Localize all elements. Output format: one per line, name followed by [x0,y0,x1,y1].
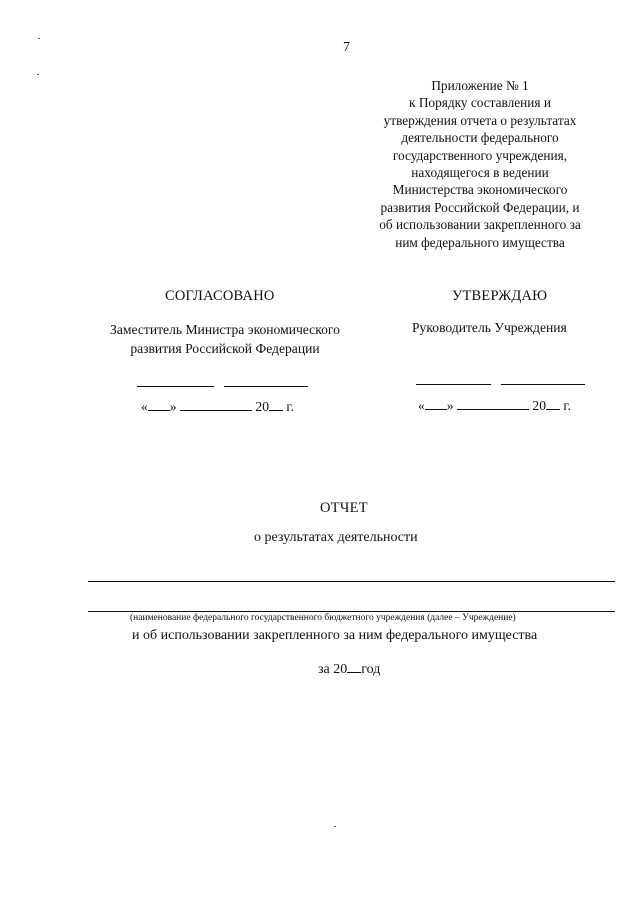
appendix-line: ним федерального имущества [395,234,565,250]
date-close-quote: » [446,398,454,413]
day-blank [425,397,447,410]
scan-speck [334,826,336,827]
appendix-line: об использовании закрепленного за [379,217,581,233]
year-blank [347,660,361,673]
appendix-line: развития Российской Федерации, и [380,199,580,215]
property-usage-line: и об использовании закрепленного за ним федерального имущества [132,628,538,643]
position-line: развития Российской Федерации [130,341,320,356]
day-blank [148,398,170,411]
appendix-line: Приложение № 1 [431,78,529,93]
date-close-quote: » [169,399,177,414]
appendix-line: к Порядку составления и [409,95,551,111]
date-year: 20 [255,399,269,414]
institution-name-line-1 [88,581,615,582]
left-name-line [224,386,308,387]
report-year-field [318,660,380,678]
deputy-minister-position [90,320,360,358]
appendix-header [355,77,605,251]
year-prefix: за 20 [318,662,348,677]
scan-speck [38,38,40,39]
position-line: Руководитель Учреждения [412,320,567,335]
right-name-line [501,384,585,385]
report-title: ОТЧЕТ [320,500,368,516]
year-blank [269,398,283,411]
appendix-line: государственного учреждения, [392,147,568,163]
report-subtitle: о результатах деятельности [254,530,418,545]
appendix-line: утверждения отчета о результатах [383,112,577,128]
institution-name-line-2 [88,611,615,612]
institution-name-caption: (наименование федерального государственного бюджетного учреждения (далее – Учреждение) [130,613,516,623]
approved-heading: УТВЕРЖДАЮ [452,288,548,304]
year-blank [546,397,560,410]
position-line: Заместитель Министра экономического [110,322,340,337]
date-suffix: г. [563,398,571,413]
year-suffix: год [361,662,381,677]
appendix-line: деятельности федерального [401,130,559,146]
agreed-heading: СОГЛАСОВАНО [165,288,275,304]
appendix-line: находящегося в ведении [411,165,549,181]
month-blank [457,397,529,410]
appendix-line: Министерства экономического [392,182,568,198]
left-date-field [141,398,294,415]
month-blank [180,398,252,411]
date-open-quote: « [141,399,148,414]
date-suffix: г. [286,399,294,414]
page-number: 7 [343,40,350,55]
head-of-institution-position [412,318,592,337]
date-year: 20 [532,398,546,413]
right-signature-line [416,384,491,385]
left-signature-line [137,386,214,387]
right-date-field [418,397,571,414]
scan-speck [37,74,39,75]
date-open-quote: « [418,398,425,413]
